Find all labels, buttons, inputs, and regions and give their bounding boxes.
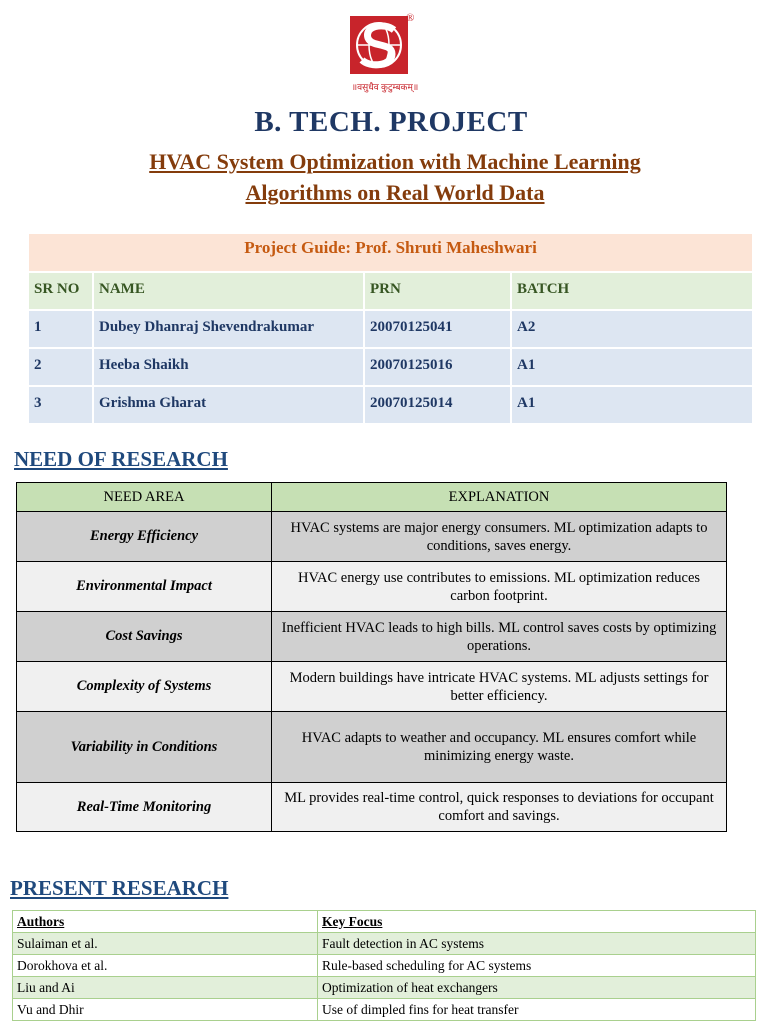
present-row bbox=[13, 933, 756, 955]
authors: Vu and Dhir bbox=[13, 999, 318, 1021]
need-of-research-table bbox=[16, 482, 727, 832]
need-area: Real-Time Monitoring bbox=[17, 783, 272, 832]
need-area: Cost Savings bbox=[17, 612, 272, 662]
project-guide: Project Guide: Prof. Shruti Maheshwari bbox=[29, 234, 752, 271]
header-need-area: NEED AREA bbox=[17, 483, 272, 512]
need-explanation: Modern buildings have intricate HVAC systems. ML adjusts settings for better efficiency. bbox=[272, 662, 727, 712]
registered-mark: ® bbox=[406, 12, 415, 24]
need-of-research-heading: NEED OF RESEARCH bbox=[14, 447, 228, 471]
key-focus: Rule-based scheduling for AC systems bbox=[318, 955, 756, 977]
key-focus: Use of dimpled fins for heat transfer bbox=[318, 999, 756, 1021]
need-area: Complexity of Systems bbox=[17, 662, 272, 712]
header-sr-no: SR NO bbox=[29, 273, 94, 309]
present-row bbox=[13, 977, 756, 999]
need-row bbox=[17, 612, 727, 662]
need-area: Variability in Conditions bbox=[17, 712, 272, 783]
authors: Liu and Ai bbox=[13, 977, 318, 999]
team-row bbox=[29, 309, 752, 347]
need-row bbox=[17, 712, 727, 783]
authors: Dorokhova et al. bbox=[13, 955, 318, 977]
globe-s-logo-icon bbox=[348, 12, 410, 78]
student-name: Grishma Gharat bbox=[94, 387, 365, 423]
subtitle-line-2: Algorithms on Real World Data bbox=[245, 180, 545, 205]
key-focus: Fault detection in AC systems bbox=[318, 933, 756, 955]
student-batch: A2 bbox=[517, 319, 536, 335]
page-title: B. TECH. PROJECT bbox=[254, 106, 528, 138]
need-area: Energy Efficiency bbox=[17, 512, 272, 562]
need-area: Environmental Impact bbox=[17, 562, 272, 612]
need-explanation: Inefficient HVAC leads to high bills. ML control saves costs by optimizing operations. bbox=[272, 612, 727, 662]
need-explanation: HVAC adapts to weather and occupancy. ML ensures comfort while minimizing energy waste. bbox=[272, 712, 727, 783]
student-prn: 20070125041 bbox=[365, 311, 512, 347]
team-table bbox=[29, 234, 752, 423]
need-row bbox=[17, 562, 727, 612]
sr-no: 3 bbox=[29, 387, 94, 423]
student-name: Dubey Dhanraj Shevendrakumar bbox=[94, 311, 365, 347]
present-research-table bbox=[12, 910, 756, 1021]
student-batch: A1 bbox=[517, 395, 536, 411]
subtitle-line-1: HVAC System Optimization with Machine Learning bbox=[149, 149, 641, 174]
sr-no: 1 bbox=[29, 311, 94, 347]
need-table-header bbox=[17, 483, 727, 512]
header-batch: BATCH bbox=[517, 281, 570, 297]
header-name: NAME bbox=[94, 273, 365, 309]
need-explanation: HVAC systems are major energy consumers. ML optimization adapts to conditions, saves energy. bbox=[272, 512, 727, 562]
need-row bbox=[17, 783, 727, 832]
team-row bbox=[29, 385, 752, 423]
student-name: Heeba Shaikh bbox=[94, 349, 365, 385]
university-logo bbox=[340, 12, 430, 96]
header-authors: Authors bbox=[13, 911, 318, 933]
project-subtitle bbox=[0, 146, 768, 208]
need-explanation: HVAC energy use contributes to emissions. ML optimization reduces carbon footprint. bbox=[272, 562, 727, 612]
sr-no: 2 bbox=[29, 349, 94, 385]
team-row bbox=[29, 347, 752, 385]
present-table-header bbox=[13, 911, 756, 933]
need-explanation: ML provides real-time control, quick responses to deviations for occupant comfort and savings. bbox=[272, 783, 727, 832]
need-row bbox=[17, 512, 727, 562]
header-prn: PRN bbox=[365, 273, 512, 309]
key-focus: Optimization of heat exchangers bbox=[318, 977, 756, 999]
present-row bbox=[13, 999, 756, 1021]
present-row bbox=[13, 955, 756, 977]
logo-motto: ॥वसुधैव कुटुम्बकम्॥ bbox=[351, 82, 419, 92]
present-research-heading: PRESENT RESEARCH bbox=[10, 876, 229, 900]
student-prn: 20070125016 bbox=[365, 349, 512, 385]
authors: Sulaiman et al. bbox=[13, 933, 318, 955]
student-batch: A1 bbox=[517, 357, 536, 373]
team-table-header bbox=[29, 271, 752, 309]
need-row bbox=[17, 662, 727, 712]
header-explanation: EXPLANATION bbox=[272, 483, 727, 512]
student-prn: 20070125014 bbox=[365, 387, 512, 423]
header-key-focus: Key Focus bbox=[318, 911, 756, 933]
